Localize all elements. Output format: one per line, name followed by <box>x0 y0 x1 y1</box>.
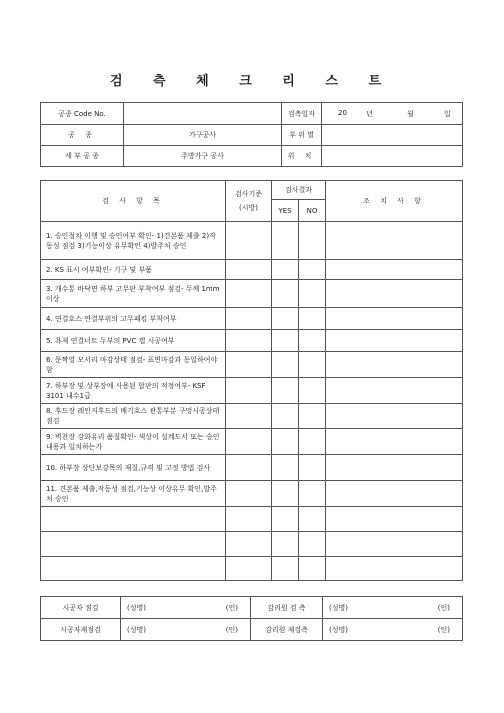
checklist-item: 6. 문짝열 모서리 마감상태 점검- 표면마감과 동일하여야 함 <box>41 352 226 378</box>
checklist-item: 8. 후드장 레인지후드의 배기호스 관통부분 구멍시공상태 점검 <box>41 404 226 429</box>
criteria-cell[interactable] <box>226 378 272 404</box>
inspection-date-value[interactable] <box>322 103 463 125</box>
criteria-cell[interactable] <box>226 260 272 280</box>
supervisor-reinspection-label: 감리원 재검측 <box>251 619 323 641</box>
yes-cell[interactable] <box>272 532 299 557</box>
date-year-unit: 년 <box>366 110 373 118</box>
yes-cell[interactable] <box>272 222 299 260</box>
part-label: 부 위 별 <box>282 125 322 146</box>
no-cell[interactable] <box>299 280 326 308</box>
col-criteria-line1: 검사기준 <box>234 190 263 198</box>
action-cell[interactable] <box>326 330 463 352</box>
action-cell[interactable] <box>326 507 463 532</box>
no-cell[interactable] <box>299 507 326 532</box>
no-cell[interactable] <box>299 404 326 429</box>
criteria-cell[interactable] <box>226 330 272 352</box>
contractor-inspection-label: 시공자 점검 <box>41 597 121 619</box>
signoff-table <box>40 596 463 641</box>
empty-item-cell[interactable] <box>41 532 226 557</box>
col-items-header: 검 사 항 목 <box>41 181 226 222</box>
seal-placeholder: (인) <box>225 625 238 634</box>
criteria-cell[interactable] <box>226 308 272 330</box>
header-table <box>40 102 463 167</box>
no-cell[interactable] <box>299 222 326 260</box>
no-cell[interactable] <box>299 308 326 330</box>
checklist-item: 9. 벽찬장 강화유리 품질확인- 색상이 설계도서 또는 승인내용과 일치하는가 <box>41 429 226 455</box>
action-cell[interactable] <box>326 308 463 330</box>
work-code-value[interactable] <box>124 103 282 125</box>
no-cell[interactable] <box>299 429 326 455</box>
criteria-cell[interactable] <box>226 429 272 455</box>
part-value[interactable] <box>322 125 463 146</box>
yes-cell[interactable] <box>272 557 299 581</box>
yes-cell[interactable] <box>272 507 299 532</box>
date-year: 20 <box>338 109 347 117</box>
criteria-cell[interactable] <box>226 455 272 481</box>
seal-placeholder: (인) <box>437 603 450 612</box>
yes-cell[interactable] <box>272 404 299 429</box>
col-action-header: 조 치 사 항 <box>326 181 463 222</box>
yes-cell[interactable] <box>272 481 299 507</box>
action-cell[interactable] <box>326 260 463 280</box>
supervisor-reinspection-sign[interactable] <box>323 619 463 641</box>
date-month-unit: 월 <box>407 110 414 118</box>
checklist-item: 7. 하부장 및 상부장에 사용된 합판의 적정여부- KSF 3101 내수1급 <box>41 378 226 404</box>
detail-value: 주방가구 공사 <box>124 146 282 167</box>
criteria-cell[interactable] <box>226 280 272 308</box>
seal-placeholder: (인) <box>225 603 238 612</box>
col-result-header: 검사결과 <box>272 181 326 200</box>
checklist-table <box>40 180 463 581</box>
criteria-cell[interactable] <box>226 404 272 429</box>
action-cell[interactable] <box>326 404 463 429</box>
page-title: 검 측 체 크 리 스 트 <box>109 74 395 89</box>
name-placeholder: (성명) <box>127 625 146 634</box>
inspection-date-label: 검측일자 <box>282 103 322 125</box>
criteria-cell[interactable] <box>226 352 272 378</box>
action-cell[interactable] <box>326 481 463 507</box>
yes-cell[interactable] <box>272 280 299 308</box>
yes-cell[interactable] <box>272 378 299 404</box>
action-cell[interactable] <box>326 280 463 308</box>
criteria-cell[interactable] <box>226 222 272 260</box>
yes-cell[interactable] <box>272 308 299 330</box>
no-cell[interactable] <box>299 557 326 581</box>
no-cell[interactable] <box>299 330 326 352</box>
criteria-cell[interactable] <box>226 507 272 532</box>
contractor-reinspection-label: 시공자재점검 <box>41 619 121 641</box>
checklist-item: 11. 견본품 제출,작동성 점검,기능상 이상유무 확인,발주처 승인 <box>41 481 226 507</box>
action-cell[interactable] <box>326 532 463 557</box>
action-cell[interactable] <box>326 557 463 581</box>
empty-item-cell[interactable] <box>41 507 226 532</box>
supervisor-inspection-label: 감리원 검 측 <box>251 597 323 619</box>
checklist-item: 1. 승인절차 이행 및 승인여부 확인- 1)견본품 제출 2)작동성 점검 3)기능이상 유무확인 4)발주처 승인 <box>41 222 226 260</box>
no-cell[interactable] <box>299 455 326 481</box>
criteria-cell[interactable] <box>226 532 272 557</box>
work-type-value: 가구공사 <box>124 125 282 146</box>
no-cell[interactable] <box>299 352 326 378</box>
col-no-header: NO <box>299 200 326 222</box>
yes-cell[interactable] <box>272 352 299 378</box>
checklist-item: 3. 개수통 바닥면 하부 고무판 부착여부 점검- 두께 1mm 이상 <box>41 280 226 308</box>
action-cell[interactable] <box>326 352 463 378</box>
checklist-item: 2. KS 표시 여부확인- 기구 및 부품 <box>41 260 226 280</box>
date-day-unit: 일 <box>444 110 451 118</box>
no-cell[interactable] <box>299 532 326 557</box>
yes-cell[interactable] <box>272 260 299 280</box>
empty-item-cell[interactable] <box>41 557 226 581</box>
yes-cell[interactable] <box>272 429 299 455</box>
col-criteria-header <box>226 181 272 222</box>
contractor-inspection-sign[interactable] <box>121 597 251 619</box>
location-label: 위 치 <box>282 146 322 167</box>
work-type-label: 공 종 <box>41 125 124 146</box>
detail-label: 세 부 공 종 <box>41 146 124 167</box>
checklist-item: 5. 욕제 연결너트 두부의 PVC 캡 시공여부 <box>41 330 226 352</box>
no-cell[interactable] <box>299 378 326 404</box>
no-cell[interactable] <box>299 260 326 280</box>
checklist-item: 4. 연결호스 연결부위의 고무패킹 부착여부 <box>41 308 226 330</box>
col-criteria-line2: (시방) <box>239 204 258 212</box>
seal-placeholder: (인) <box>437 625 450 634</box>
name-placeholder: (성명) <box>127 603 146 612</box>
checklist-item: 10. 하부장 상단보강목의 재질,규격 및 고정 방법 검사 <box>41 455 226 481</box>
action-cell[interactable] <box>326 455 463 481</box>
work-code-label: 공종 Code No. <box>41 103 124 125</box>
col-yes-header: YES <box>272 200 299 222</box>
name-placeholder: (성명) <box>329 603 348 612</box>
action-cell[interactable] <box>326 378 463 404</box>
name-placeholder: (성명) <box>329 625 348 634</box>
criteria-cell[interactable] <box>226 557 272 581</box>
yes-cell[interactable] <box>272 330 299 352</box>
action-cell[interactable] <box>326 222 463 260</box>
supervisor-inspection-sign[interactable] <box>323 597 463 619</box>
location-value[interactable] <box>322 146 463 167</box>
action-cell[interactable] <box>326 429 463 455</box>
criteria-cell[interactable] <box>226 481 272 507</box>
contractor-reinspection-sign[interactable] <box>121 619 251 641</box>
yes-cell[interactable] <box>272 455 299 481</box>
no-cell[interactable] <box>299 481 326 507</box>
